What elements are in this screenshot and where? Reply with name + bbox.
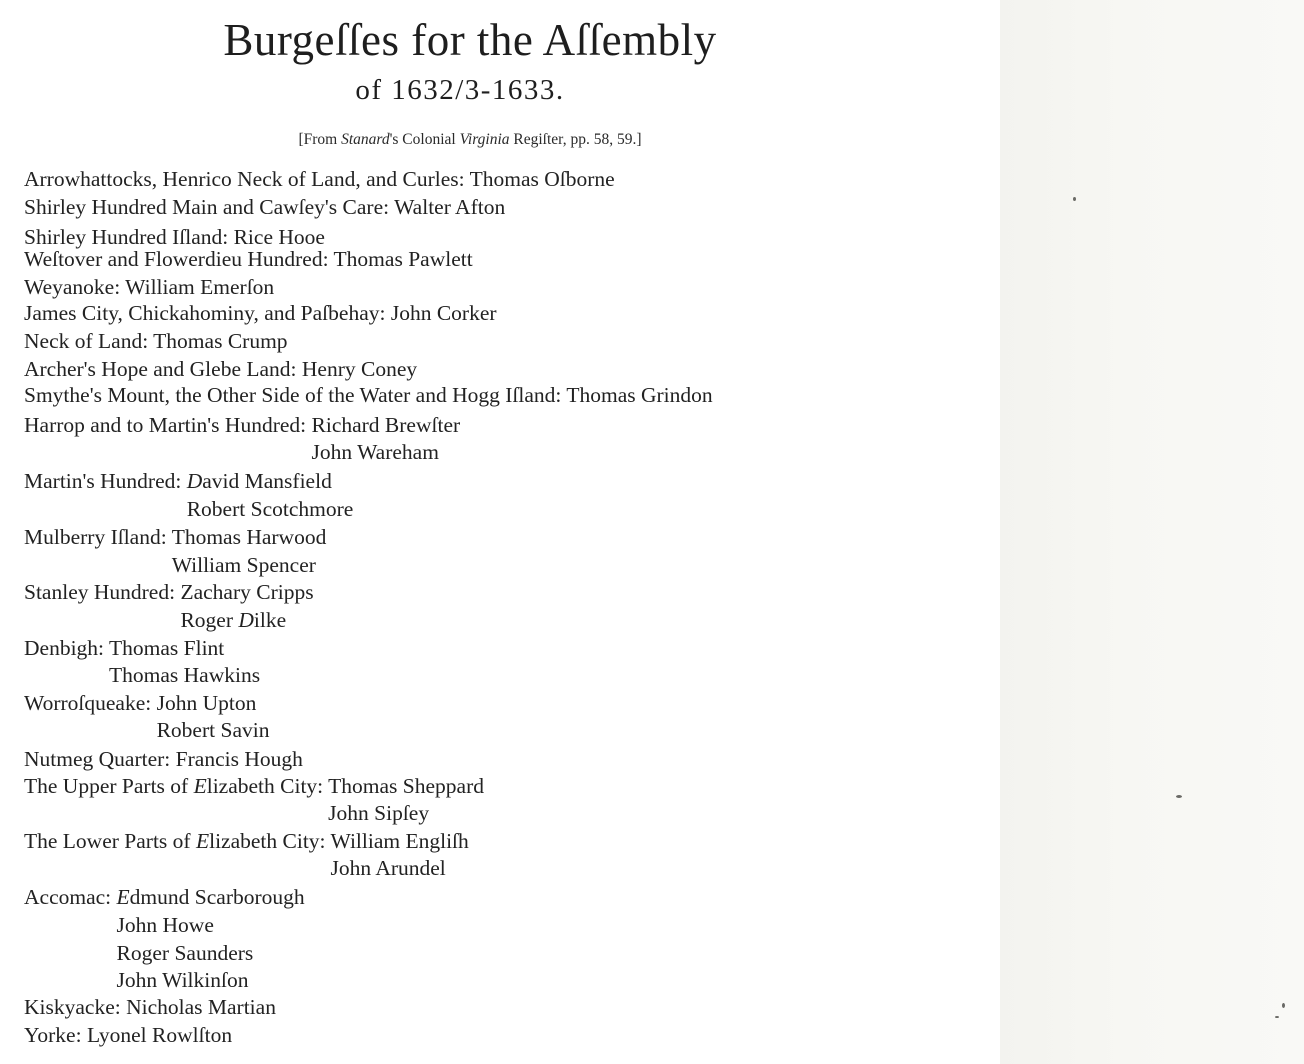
constituency-name [24,885,117,909]
constituency-row [24,274,274,300]
burgess-name [331,829,469,853]
constituency-row [24,994,276,1020]
burgess-name [394,195,505,219]
place-text: Shirley Hundred Main and Cawſey's Care: [24,195,395,219]
burgess-name-continued [117,940,254,966]
burgess-name [470,167,615,191]
name-text: William Spencer [171,553,316,577]
name-text: ilke [253,608,287,632]
place-text: Nutmeg Quarter: [24,747,176,771]
constituency-row [24,328,288,354]
burgess-name-continued [331,855,446,881]
constituency-row [24,1022,232,1048]
burgess-name [391,301,497,325]
name-text: John Sipſey [328,801,430,825]
constituency-row [24,579,314,605]
place-text: Weyanoke: [24,275,126,299]
constituency-name [24,383,566,407]
name-text: Francis Hough [175,747,303,771]
burgess-name [180,580,313,604]
burgess-name [334,247,473,271]
constituency-name [24,301,391,325]
constituency-name [24,1023,87,1047]
constituency-name [24,195,394,219]
burgess-name [157,691,257,715]
place-text: Smythe's Mount, the Other Side of the Water and Hogg Iſland: [24,383,567,407]
place-text: Harrop and to Martin's Hundred: [24,413,312,437]
name-text: Robert Scotchmore [186,497,354,521]
place-text: Archer's Hope and Glebe Land: [24,357,302,381]
constituency-name [24,329,153,353]
place-text: Denbigh: [24,636,110,660]
burgess-name [126,995,276,1019]
place-text: The Upper Parts of [24,774,194,798]
place-text: Weſtover and Flowerdieu Hundred: [24,247,334,271]
name-text: Thomas Sheppard [328,774,484,798]
name-initial: E [116,885,130,909]
name-text: Roger Saunders [116,941,254,965]
constituency-name [24,247,334,271]
source-citation [0,130,940,150]
place-text: Shirley Hundred Iſland: [24,225,234,249]
place-initial: E [195,829,210,853]
name-initial: D [238,608,254,632]
constituency-row [24,166,615,192]
constituency-row [24,635,224,661]
burgess-name-continued [312,439,439,465]
name-text: avid Mansfield [202,469,332,493]
place-text: Kiskyacke: [24,995,127,1019]
paper-speck [1282,1003,1285,1008]
constituency-name [24,995,126,1019]
burgess-name [176,747,303,771]
burgess-name [109,636,224,660]
constituency-row [24,690,256,716]
name-text: John Corker [390,301,497,325]
page-margin-shadow [1000,0,1304,1064]
burgess-name [125,275,274,299]
name-text: Thomas Grindon [566,383,713,407]
burgess-name-continued [180,607,286,633]
place-text: lizabeth City: [206,774,329,798]
constituency-row [24,300,497,326]
name-text: dmund Scarborough [129,885,305,909]
source-author: Stanard [341,131,390,148]
constituency-row [24,382,713,408]
page-subtitle: of 1632/3-1633. [355,74,565,106]
place-text: James City, Chickahominy, and Paſbehay: [24,301,391,325]
constituency-row [24,773,484,799]
name-text: Thomas Flint [109,636,225,660]
constituency-name [24,747,176,771]
constituency-name [24,636,109,660]
place-text: Worroſqueake: [24,691,157,715]
source-state: Virginia [459,131,510,148]
source-open: [From [298,131,342,148]
place-text: lizabeth City: [209,829,331,853]
name-text: Lyonel Rowlſton [86,1023,233,1047]
name-text: William Engliſh [330,829,469,853]
constituency-row [24,412,460,438]
constituency-name [24,525,172,549]
constituency-row [24,884,305,910]
name-text: Thomas Harwood [171,525,327,549]
burgess-name-continued [187,496,354,522]
constituency-row [24,356,417,382]
constituency-name [24,167,470,191]
constituency-row [24,194,505,220]
burgess-name [87,1023,232,1047]
name-text: Roger [180,608,239,632]
place-text: Yorke: [24,1023,87,1047]
name-text: John Upton [156,691,257,715]
constituency-name [24,774,328,798]
name-text: Thomas Pawlett [333,247,473,271]
paper-speck [1073,197,1076,201]
place-text: Martin's Hundred: [24,469,187,493]
name-text: Richard Brewſter [311,413,461,437]
name-text: Zachary Cripps [180,580,314,604]
burgess-name-continued [117,967,249,993]
name-text: John Howe [116,913,214,937]
name-text: Thomas Hawkins [109,663,261,687]
burgess-name-continued [117,912,214,938]
burgess-name [302,357,417,381]
name-initial: D [186,469,203,493]
constituency-row [24,524,326,550]
burgess-name [566,383,712,407]
burgess-name [172,525,327,549]
name-text: William Emerſon [125,275,275,299]
constituency-row [24,246,473,272]
place-initial: E [193,774,207,798]
place-text: Stanley Hundred: [24,580,181,604]
burgess-name-continued [109,662,260,688]
constituency-name [24,829,331,853]
constituency-row [24,468,332,494]
burgess-name-continued [157,717,270,743]
burgess-name [312,413,461,437]
name-text: John Arundel [330,856,446,880]
name-text: John Wareham [311,440,439,464]
constituency-name [24,469,187,493]
name-text: Rice Hooe [233,225,325,249]
constituency-name [24,580,180,604]
name-text: Thomas Oſborne [469,167,615,191]
name-text: Robert Savin [156,718,270,742]
burgess-name [328,774,484,798]
constituency-row [24,746,303,772]
burgess-name [187,469,332,493]
constituency-name [24,413,312,437]
page-title: Burgeſſes for the Aſſembly [223,15,717,65]
place-text: Neck of Land: [24,329,154,353]
paper-speck [1275,1016,1279,1018]
name-text: Walter Afton [394,195,506,219]
place-text: Mulberry Iſland: [24,525,172,549]
name-text: John Wilkinſon [116,968,249,992]
paper-speck [1176,795,1182,798]
place-text: Arrowhattocks, Henrico Neck of Land, and Curles: [24,167,470,191]
constituency-row [24,828,469,854]
place-text: Accomac: [24,885,117,909]
constituency-name [24,691,157,715]
name-text: Thomas Crump [153,329,288,353]
name-text: Henry Coney [301,357,418,381]
name-text: Nicholas Martian [126,995,276,1019]
constituency-name [24,275,125,299]
place-text: The Lower Parts of [24,829,196,853]
burgess-name [153,329,287,353]
burgess-name-continued [328,800,429,826]
constituency-name [24,357,302,381]
source-mid1: 's Colonial [389,131,460,148]
source-mid2: Regiſter, pp. 58, 59.] [509,131,642,148]
burgess-name [117,885,305,909]
burgess-name-continued [172,552,316,578]
